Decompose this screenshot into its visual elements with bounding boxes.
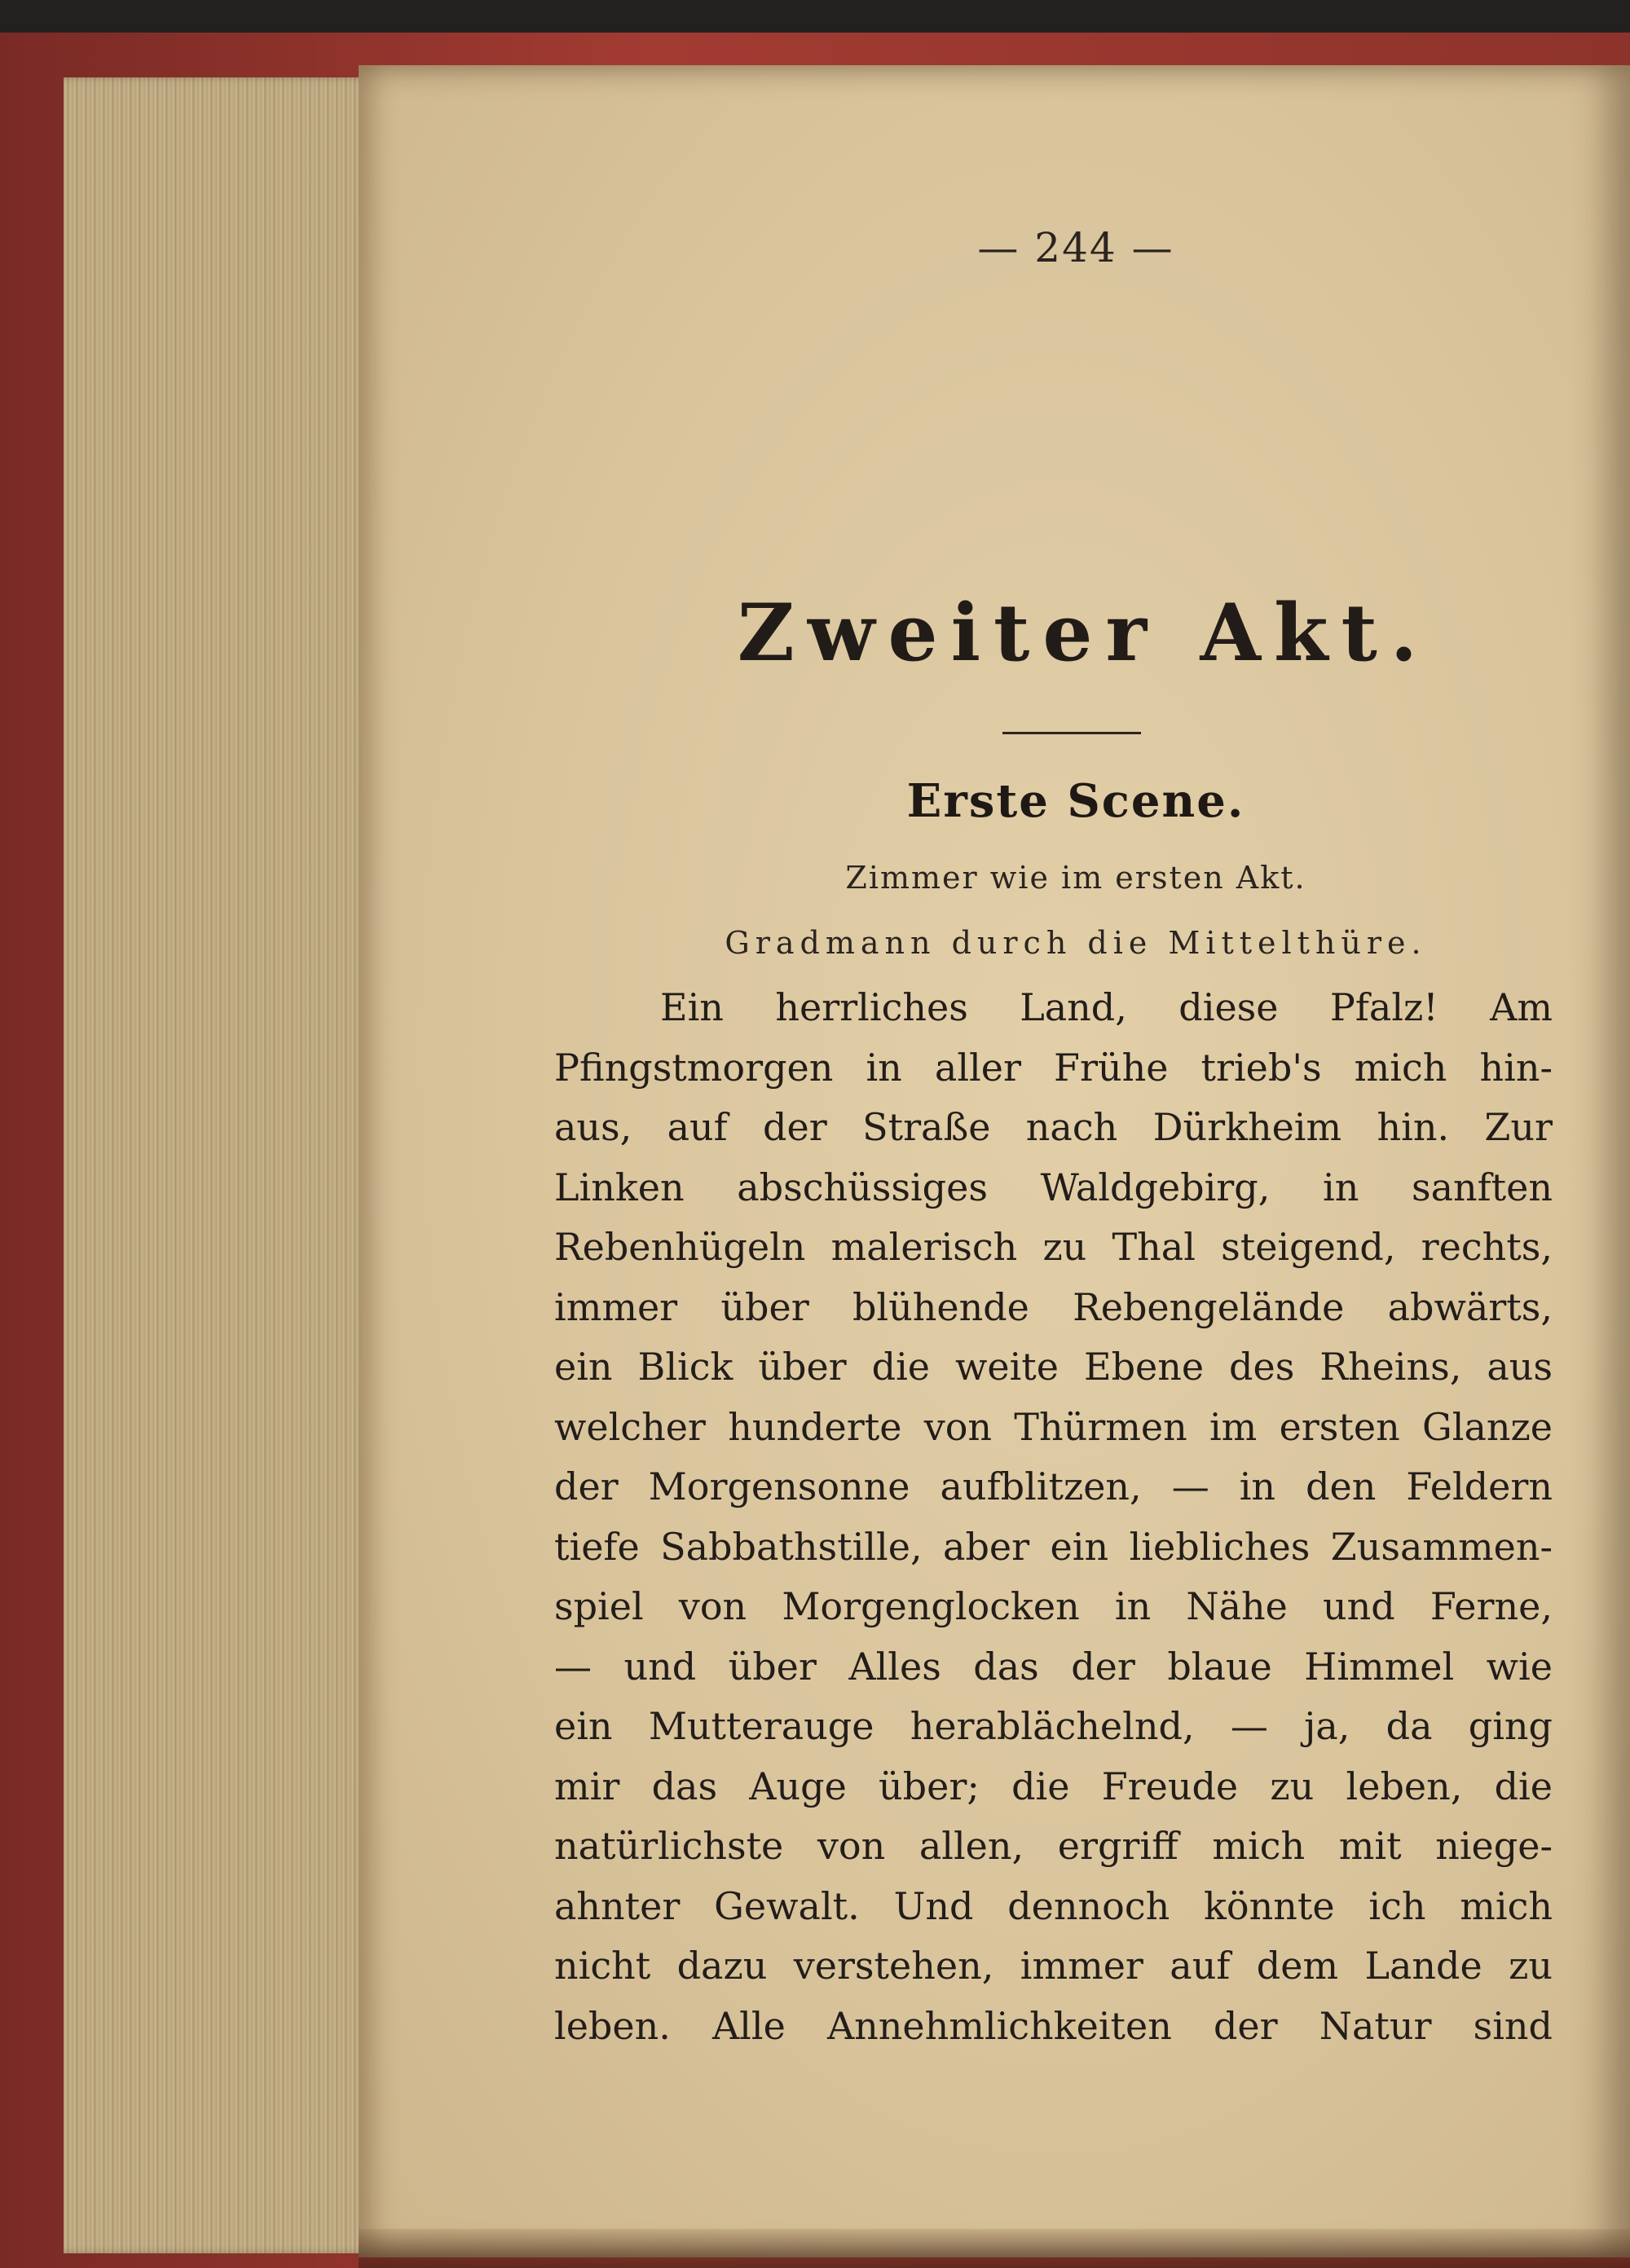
scene-title: Erste Scene. (906, 774, 1245, 828)
body-line: Linken abschüssiges Waldgebirg, in sanften (554, 1165, 1553, 1209)
page-edges (64, 77, 373, 2253)
body-line: immer über blühende Rebengelände abwärts, (554, 1284, 1553, 1329)
body-line: welcher hunderte von Thürmen im ersten Glanze (554, 1404, 1553, 1449)
stage-direction-entrance: Gradmann durch die Mittelthüre. (725, 925, 1427, 961)
body-line: spiel von Morgenglocken in Nähe und Ferne, (554, 1584, 1553, 1628)
body-line: Pfingstmorgen in aller Frühe trieb's mich hin- (554, 1045, 1553, 1090)
body-line: ein Blick über die weite Ebene des Rheins, aus (554, 1345, 1553, 1389)
body-line: ahnter Gewalt. Und dennoch könnte ich mich (554, 1883, 1553, 1928)
body-line: tiefe Sabbathstille, aber ein liebliches Zusammen- (554, 1524, 1553, 1569)
act-title: Zweiter Akt. (737, 587, 1431, 679)
title-divider (1002, 732, 1141, 734)
body-line: nicht dazu verstehen, immer auf dem Lande zu (554, 1944, 1553, 1988)
body-line: Ein herrliches Land, diese Pfalz! Am (660, 985, 1553, 1029)
body-line: leben. Alle Annehmlichkeiten der Natur sind (554, 2003, 1553, 2048)
body-line: mir das Auge über; die Freude zu leben, die (554, 1764, 1553, 1808)
body-line: ein Mutterauge herablächelnd, — ja, da ging (554, 1704, 1553, 1748)
body-text (554, 978, 1553, 2056)
page-bottom-shadow (359, 2229, 1630, 2268)
body-line: Rebenhügeln malerisch zu Thal steigend, rechts, (554, 1225, 1553, 1269)
body-line: aus, auf der Straße nach Dürkheim hin. Zur (554, 1105, 1553, 1149)
body-line: — und über Alles das der blaue Himmel wie (554, 1644, 1553, 1689)
stage-direction-setting: Zimmer wie im ersten Akt. (845, 860, 1306, 896)
body-line: natürlichste von allen, ergriff mich mit niege- (554, 1824, 1553, 1868)
page-number: — 244 — (977, 224, 1174, 271)
body-line: der Morgensonne aufblitzen, — in den Feldern (554, 1464, 1553, 1508)
